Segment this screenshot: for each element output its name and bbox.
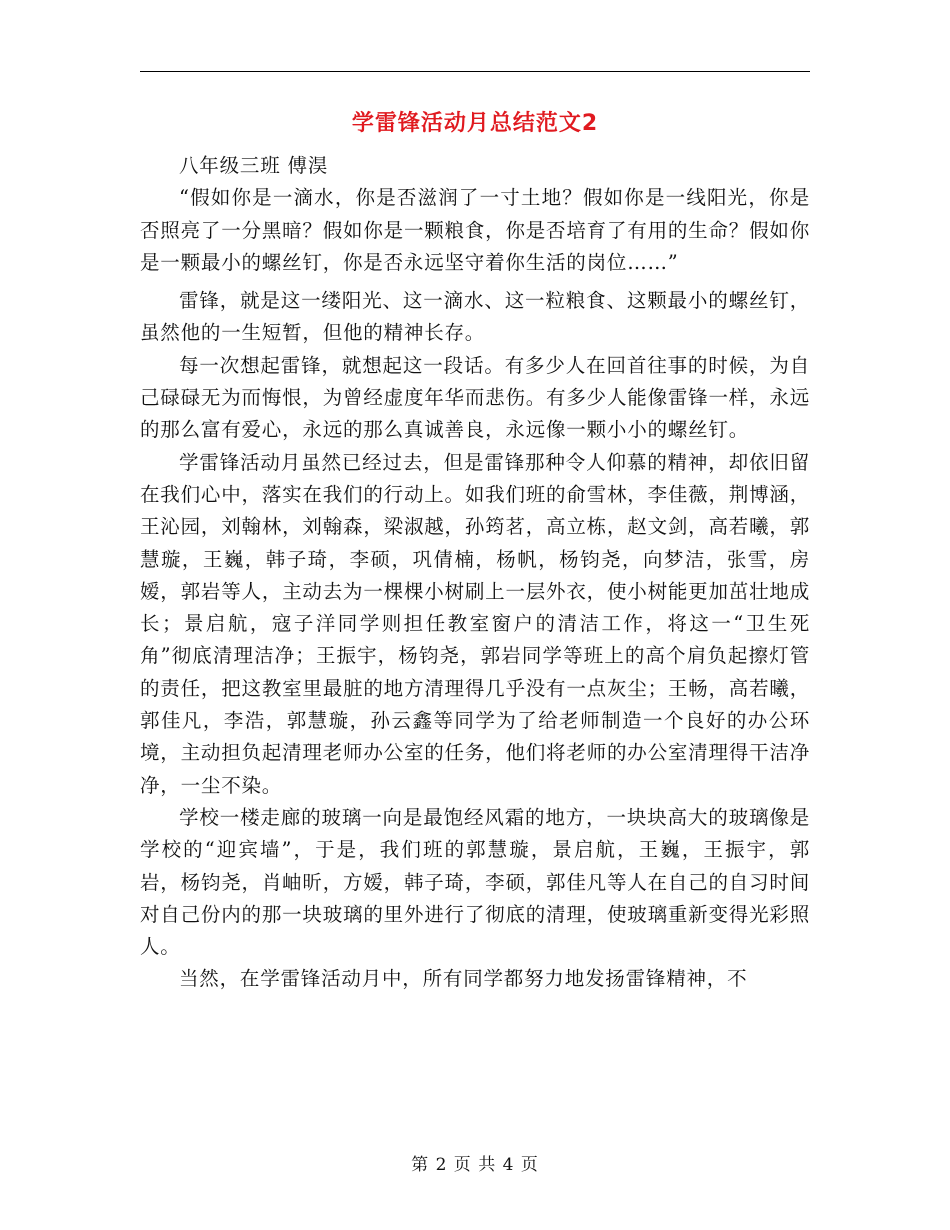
- paragraph: 雷锋，就是这一缕阳光、这一滴水、这一粒粮食、这颗最小的螺丝钉，虽然他的一生短暂，但他的精神长存。: [140, 289, 810, 345]
- page-footer: 第 2 页 共 4 页: [411, 1155, 539, 1175]
- document-body: [140, 150, 810, 996]
- paragraph: 每一次想起雷锋，就想起这一段话。有多少人在回首往事的时候，为自己碌碌无为而悔恨，为曾经虚度年华而悲伤。有多少人能像雷锋一样，永远的那么富有爱心，永远的那么真诚善良，永远像一颗小小的螺丝钉。: [140, 353, 810, 442]
- header-rule: [140, 71, 810, 72]
- paragraph: 学雷锋活动月虽然已经过去，但是雷锋那种令人仰慕的精神，却依旧留在我们心中，落实在我们的行动上。如我们班的俞雪林，李佳薇，荆博涵，王沁园，刘翰林，刘翰森，梁淑越，孙筠茗，高立栋，赵文剑，高若曦，郭慧璇，王巍，韩子琦，李硕，巩倩楠，杨帆，杨钧尧，向梦洁，张雪，房嫒，郭岩等人，主动去为一棵棵小树刷上一层外衣，使小树能更加茁壮地成长；景启航，寇子洋同学则担任教室窗户的清洁工作，将这一“卫生死角”彻底清理洁净；王振宇，杨钧尧，郭岩同学等班上的高个肩负起擦灯管的责任，把这教室里最脏的地方清理得几乎没有一点灰尘；王畅，高若曦，郭佳凡，李浩，郭慧璇，孙云鑫等同学为了给老师制造一个良好的办公环境，主动担负起清理老师办公室的任务，他们将老师的办公室清理得干洁净净，一尘不染。: [140, 450, 810, 797]
- author-line: 八年级三班 傅淏: [179, 154, 329, 177]
- document-title: 学雷锋活动月总结范文2: [351, 111, 599, 136]
- paragraph-quote: “假如你是一滴水，你是否滋润了一寸土地？假如你是一线阳光，你是否照亮了一分黑暗？假如你是一颗粮食，你是否培育了有用的生命？假如你是一颗最小的螺丝钉，你是否永远坚守着你生活的岗位……”: [140, 186, 810, 274]
- paragraph: 学校一楼走廊的玻璃一向是最饱经风霜的地方，一块块高大的玻璃像是学校的“迎宾墙”，于是，我们班的郭慧璇，景启航，王巍，王振宇，郭岩，杨钧尧，肖岫昕，方嫒，韩子琦，李硕，郭佳凡等人在自己的自习时间对自己份内的那一块玻璃的里外进行了彻底的清理，使玻璃重新变得光彩照人。: [140, 805, 810, 959]
- paragraph: 当然，在学雷锋活动月中，所有同学都努力地发扬雷锋精神，不: [179, 967, 748, 991]
